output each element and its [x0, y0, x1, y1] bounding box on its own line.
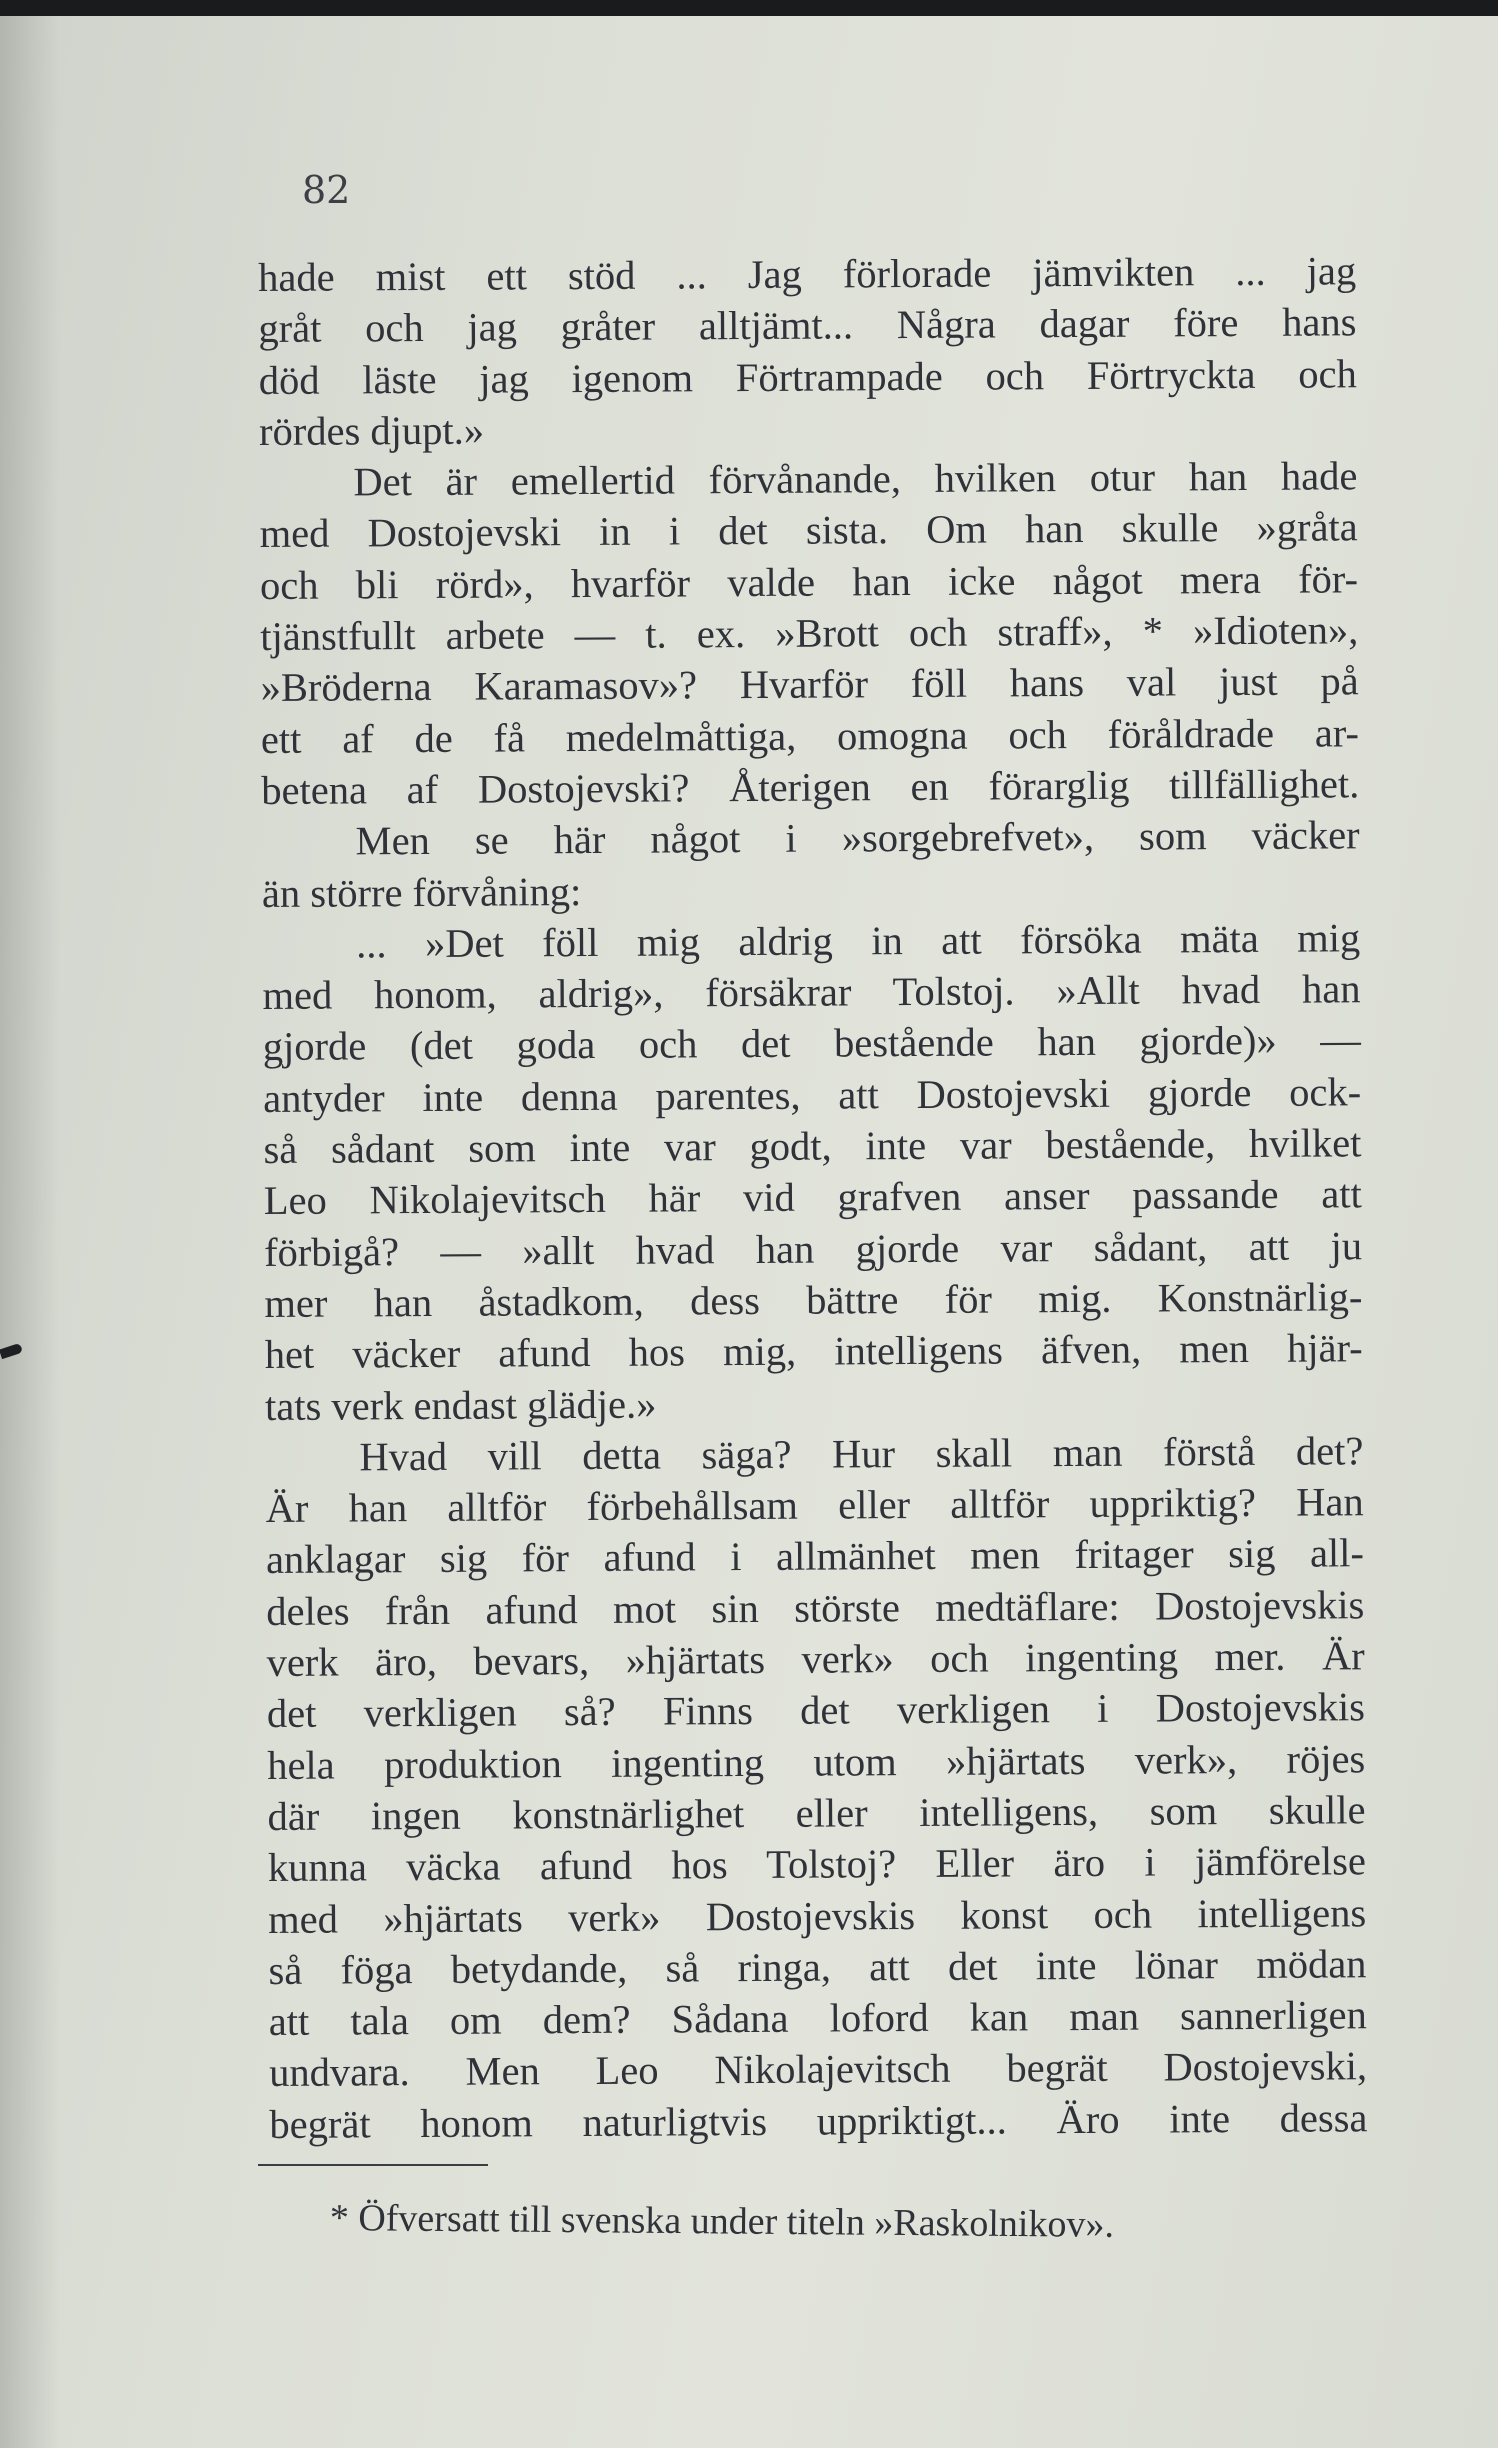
page-number: 82: [302, 168, 351, 212]
text-line: Hvad vill detta säga? Hur skall man förstå det?: [359, 1428, 1364, 1480]
text-line: gjorde (det goda och det bestående han gjorde)» —: [262, 1017, 1361, 1070]
text-line: så föga betydande, så ringa, att det inte lönar mödan: [268, 1941, 1367, 1993]
text-line: tats verk endast glädje.»: [264, 1381, 657, 1429]
text-line: antyder inte denna parentes, att Dostojevski gjorde ock-: [263, 1069, 1362, 1121]
text-line: verk äro, bevars, »hjärtats verk» och ingenting mer. Är: [266, 1633, 1365, 1685]
text-line: än större förvåning:: [261, 868, 582, 916]
text-line: deles från afund mot sin störste medtäflare: Dostojevskis: [266, 1581, 1365, 1634]
text-line: undvara. Men Leo Nikolajevitsch begrät Dostojevski,: [268, 2043, 1368, 2096]
text-line: gråt och jag gråter alltjämt... Några dagar före hans: [258, 299, 1357, 352]
text-line: rördes djupt.»: [258, 407, 485, 454]
text-line: betena af Dostojevski? Återigen en förarglig tillfällighet.: [261, 761, 1360, 813]
text-line: tjänstfullt arbete — t. ex. »Brott och straff», * »Idioten»,: [260, 607, 1359, 660]
text-line: att tala om dem? Sådana loford kan man sannerligen: [268, 1992, 1367, 2045]
text-line: med »hjärtats verk» Dostojevskis konst och intelligens: [268, 1889, 1367, 1942]
text-line: Men se här något i »sorgebrefvet», som väcker: [355, 812, 1360, 864]
text-line: det verkligen så? Finns det verkligen i Dostojevskis: [266, 1684, 1366, 1737]
text-line: förbigå? — »allt hvad han gjorde var sådant, att ju: [263, 1222, 1363, 1275]
text-line: Det är emellertid förvånande, hvilken otur han hade: [353, 453, 1358, 505]
footnote-rule: [258, 2164, 488, 2166]
text-line: ett af de få medelmåttiga, omogna och föråldrade ar-: [260, 709, 1360, 762]
text-line: och bli rörd», hvarför valde han icke något mera för-: [259, 556, 1359, 608]
text-line: hela produktion ingenting utom »hjärtats verk», röjes: [267, 1735, 1366, 1788]
book-page: [0, 16, 1498, 2448]
text-line: »Bröderna Karamasov»? Hvarför föll hans val just på: [260, 658, 1359, 711]
body-text: [258, 245, 1368, 2150]
page-gutter-shadow: [0, 16, 60, 2448]
text-line: Leo Nikolajevitsch här vid grafven anser passande att: [263, 1171, 1362, 1224]
text-line: mer han åstadkom, dess bättre för mig. Konstnärlig-: [264, 1274, 1363, 1326]
text-line: så sådant som inte var godt, inte var bestående, hvilket: [263, 1120, 1362, 1173]
text-line: begrät honom naturligtvis uppriktigt... Äro inte dessa: [269, 2094, 1368, 2147]
text-line: Är han alltför förbehållsam eller alltför uppriktig? Han: [265, 1479, 1364, 1532]
footnote: * Öfversatt till svenska under titeln »Raskolnikov».: [329, 2197, 1115, 2246]
text-line: där ingen konstnärlighet eller intelligens, som skulle: [267, 1787, 1366, 1839]
text-line: anklagar sig för afund i allmänhet men fritager sig all-: [265, 1530, 1365, 1583]
text-line: med honom, aldrig», försäkrar Tolstoj. »Allt hvad han: [262, 966, 1361, 1019]
text-line: med Dostojevski in i det sista. Om han skulle »gråta: [259, 504, 1358, 557]
text-line: ... »Det föll mig aldrig in att försöka mäta mig: [356, 915, 1361, 967]
text-line: hade mist ett stöd ... Jag förlorade jämvikten ... jag: [258, 248, 1357, 300]
text-line: kunna väcka afund hos Tolstoj? Eller äro i jämförelse: [267, 1838, 1366, 1891]
text-line: het väcker afund hos mig, intelligens äfven, men hjär-: [264, 1325, 1363, 1378]
text-line: död läste jag igenom Förtrampade och Förtryckta och: [258, 350, 1357, 403]
